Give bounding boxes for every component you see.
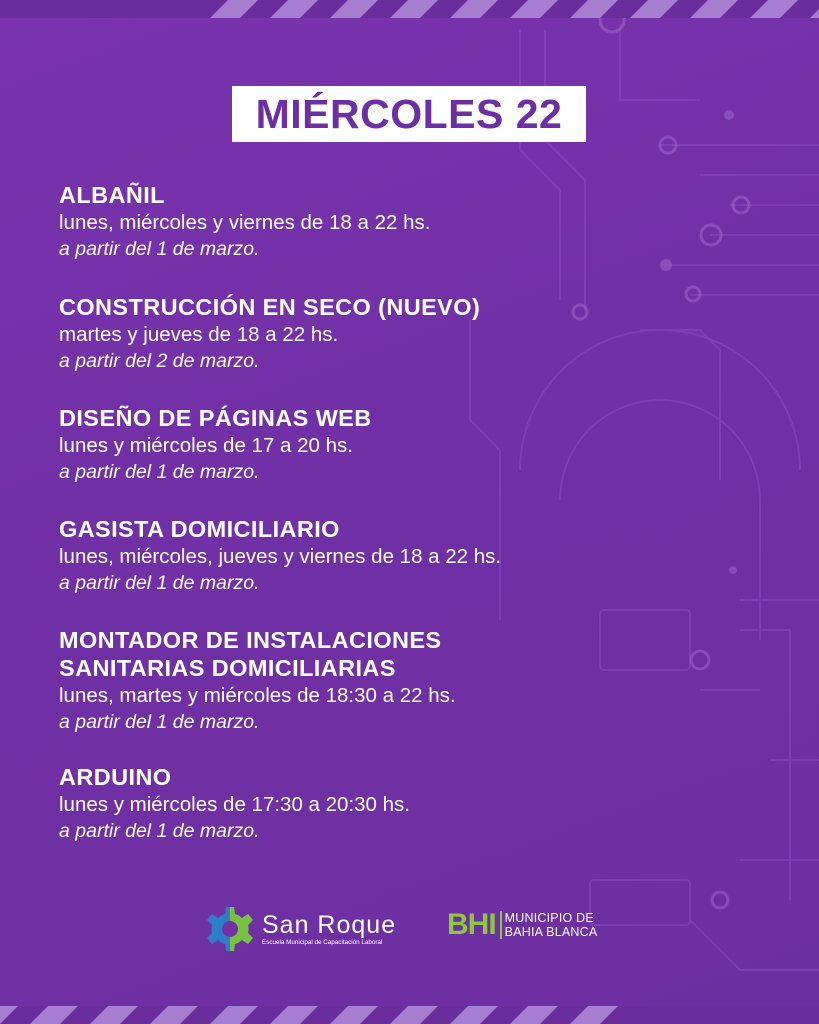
- date-badge: [232, 86, 586, 142]
- municipio-bahia-blanca-logo: [447, 910, 597, 940]
- course-item: [59, 626, 799, 736]
- course-item: [59, 181, 799, 263]
- course-title: ARDUINO: [59, 764, 172, 790]
- course-title: CONSTRUCCIÓN EN SECO (NUEVO): [59, 294, 481, 320]
- san-roque-subtitle: Escuela Municipal de Capacitación Laboral: [262, 938, 383, 946]
- municipio-line1: MUNICIPIO DE: [504, 911, 594, 925]
- course-schedule: lunes y miércoles de 17:30 a 20:30 hs.: [59, 793, 410, 816]
- course-start-date: a partir del 1 de marzo.: [59, 461, 260, 483]
- course-item: [59, 515, 799, 597]
- course-schedule: martes y jueves de 18 a 22 hs.: [59, 323, 339, 346]
- course-title: ALBAÑIL: [59, 182, 165, 208]
- gear-logo-icon: [206, 905, 254, 953]
- san-roque-logo: [206, 905, 396, 953]
- course-schedule: lunes, miércoles y viernes de 18 a 22 hs.: [59, 211, 431, 234]
- course-item: [59, 404, 799, 486]
- course-item: [59, 763, 799, 845]
- municipio-line2: BAHIA BLANCA: [504, 925, 598, 939]
- course-title-line2: SANITARIAS DOMICILIARIAS: [59, 655, 396, 681]
- course-start-date: a partir del 2 de marzo.: [59, 350, 260, 372]
- course-schedule: lunes y miércoles de 17 a 20 hs.: [59, 434, 353, 457]
- course-item: [59, 293, 799, 375]
- san-roque-name: San Roque: [262, 910, 397, 939]
- date-heading: MIÉRCOLES 22: [255, 90, 563, 137]
- course-start-date: a partir del 1 de marzo.: [59, 238, 260, 260]
- course-title: MONTADOR DE INSTALACIONES: [59, 627, 442, 653]
- course-title: DISEÑO DE PÁGINAS WEB: [59, 405, 372, 431]
- course-start-date: a partir del 1 de marzo.: [59, 572, 260, 594]
- bhi-logo-letters: BHI: [447, 908, 496, 941]
- course-schedule: lunes, miércoles, jueves y viernes de 18 a 22 hs.: [59, 545, 502, 568]
- course-start-date: a partir del 1 de marzo.: [59, 820, 260, 842]
- top-stripe-decoration: [0, 0, 819, 18]
- course-start-date: a partir del 1 de marzo.: [59, 711, 260, 733]
- course-title: GASISTA DOMICILIARIO: [59, 516, 340, 542]
- bottom-stripe-decoration: [0, 1006, 819, 1024]
- course-schedule: lunes, martes y miércoles de 18:30 a 22 hs.: [59, 684, 456, 707]
